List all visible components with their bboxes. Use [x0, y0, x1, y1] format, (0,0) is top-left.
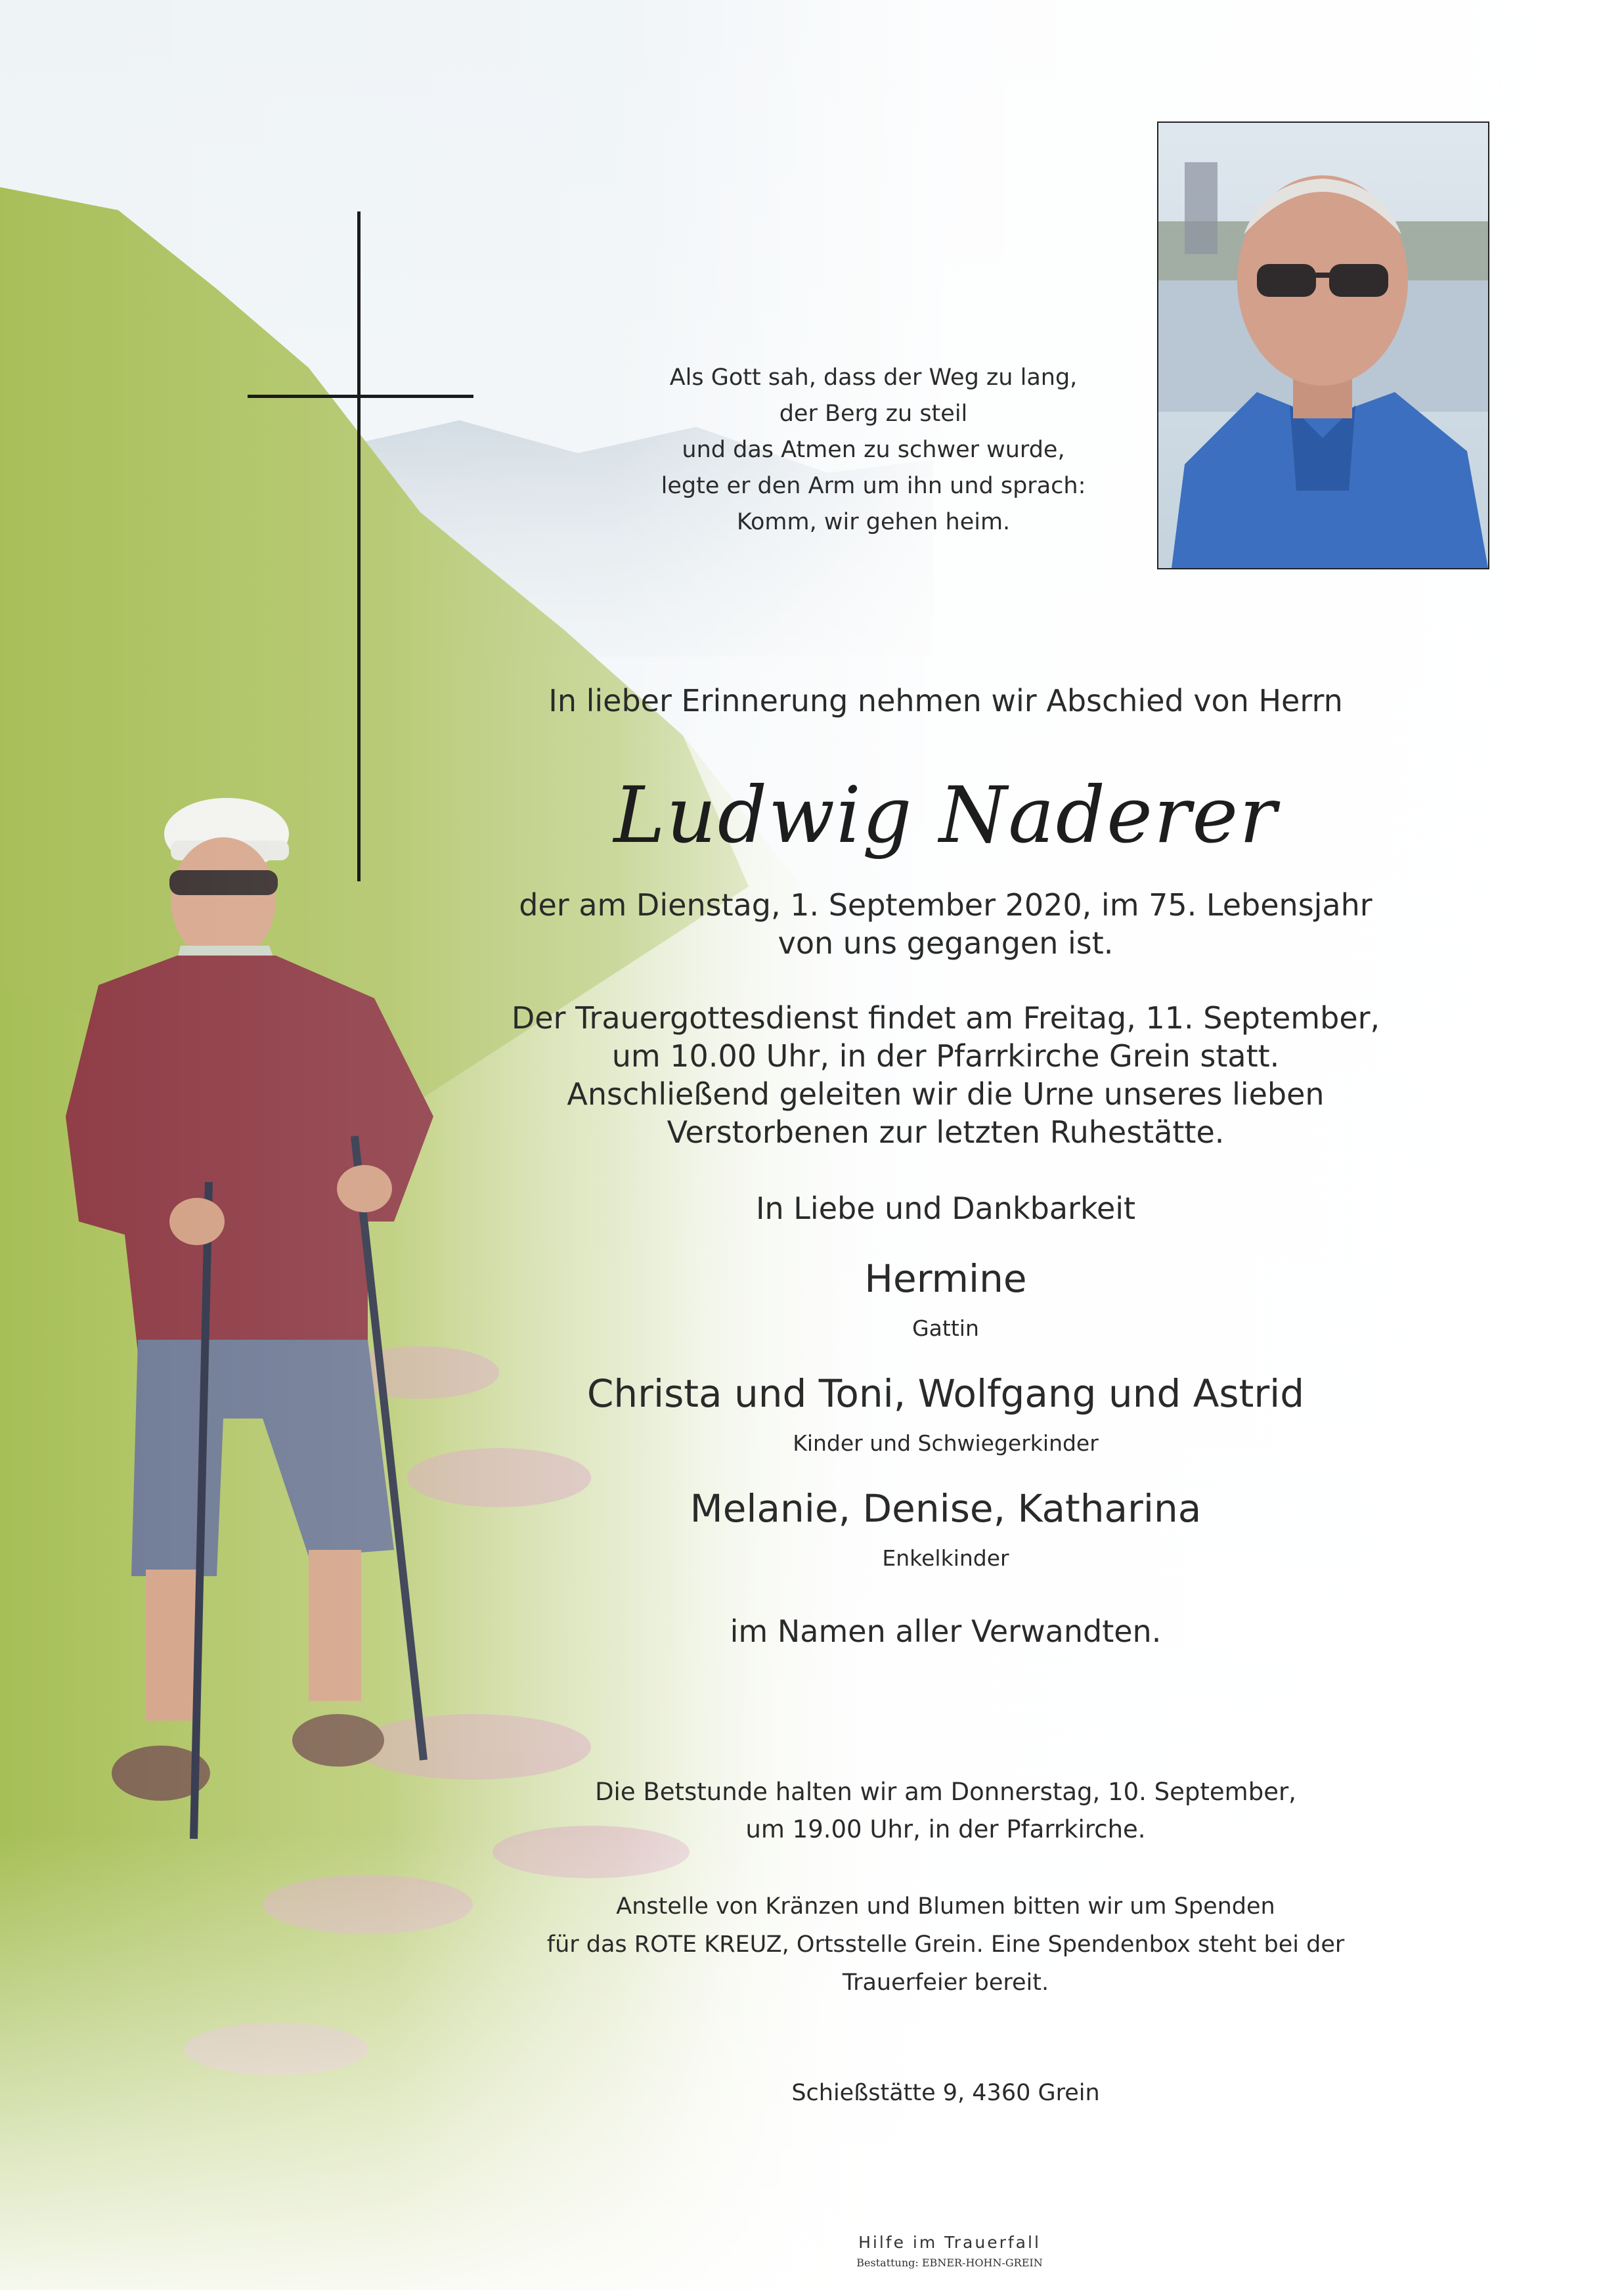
mourner-relation: Enkelkinder — [882, 1545, 1009, 1571]
service-line: um 10.00 Uhr, in der Pfarrkirche Grein statt. — [611, 1038, 1280, 1074]
prayer-hour-notice — [499, 1773, 1392, 1848]
relatives-line: im Namen aller Verwandten. — [730, 1614, 1162, 1649]
poem-line: Komm, wir gehen heim. — [736, 509, 1011, 535]
mourner-names: Christa und Toni, Wolfgang und Astrid — [586, 1371, 1305, 1416]
deceased-name: Ludwig Naderer — [613, 770, 1278, 860]
service-line: Der Trauergottesdienst findet am Freitag, 11. September, — [511, 1000, 1380, 1036]
portrait-image — [1158, 123, 1488, 568]
portrait-photo — [1157, 121, 1489, 569]
donation-line: für das ROTE KREUZ, Ortsstelle Grein. Eine Spendenbox steht bei der — [546, 1931, 1345, 1958]
mourner-names: Hermine — [864, 1256, 1027, 1301]
poem-line: und das Atmen zu schwer wurde, — [682, 437, 1065, 463]
footer-service-name: Hilfe im Trauerfall — [858, 2233, 1041, 2252]
poem-line: legte er den Arm um ihn und sprach: — [661, 473, 1086, 499]
prayer-line: Die Betstunde halten wir am Donnerstag, 10. September, — [595, 1778, 1296, 1806]
cross-horizontal-bar — [248, 395, 473, 398]
death-notice — [499, 886, 1392, 962]
death-notice-line: der am Dienstag, 1. September 2020, im 75. Lebensjahr — [519, 887, 1372, 923]
service-line: Verstorbenen zur letzten Ruhestätte. — [667, 1114, 1225, 1150]
donation-line: Anstelle von Kränzen und Blumen bitten wir um Spenden — [616, 1893, 1275, 1920]
donation-notice — [499, 1887, 1392, 2002]
gratitude-line: In Liebe und Dankbarkeit — [755, 1191, 1136, 1226]
mourner-names: Melanie, Denise, Katharina — [690, 1486, 1202, 1531]
donation-line: Trauerfeier bereit. — [842, 1970, 1049, 1996]
poem-line: der Berg zu steil — [779, 401, 968, 427]
poem-line: Als Gott sah, dass der Weg zu lang, — [669, 364, 1078, 391]
cross-vertical-bar — [357, 211, 361, 881]
mourner-relation: Gattin — [912, 1315, 979, 1341]
funeral-service-notice — [499, 999, 1392, 1151]
footer-undertaker: Bestattung: EBNER-HOHN-GREIN — [856, 2257, 1043, 2269]
family-address: Schießstätte 9, 4360 Grein — [791, 2080, 1100, 2106]
service-line: Anschließend geleiten wir die Urne unseres lieben — [567, 1076, 1325, 1112]
death-notice-line: von uns gegangen ist. — [778, 925, 1114, 961]
prayer-line: um 19.00 Uhr, in der Pfarrkirche. — [745, 1815, 1146, 1843]
poem — [624, 360, 1123, 540]
farewell-intro: In lieber Erinnerung nehmen wir Abschied von Herrn — [548, 683, 1343, 718]
mourner-relation: Kinder und Schwiegerkinder — [793, 1430, 1099, 1456]
